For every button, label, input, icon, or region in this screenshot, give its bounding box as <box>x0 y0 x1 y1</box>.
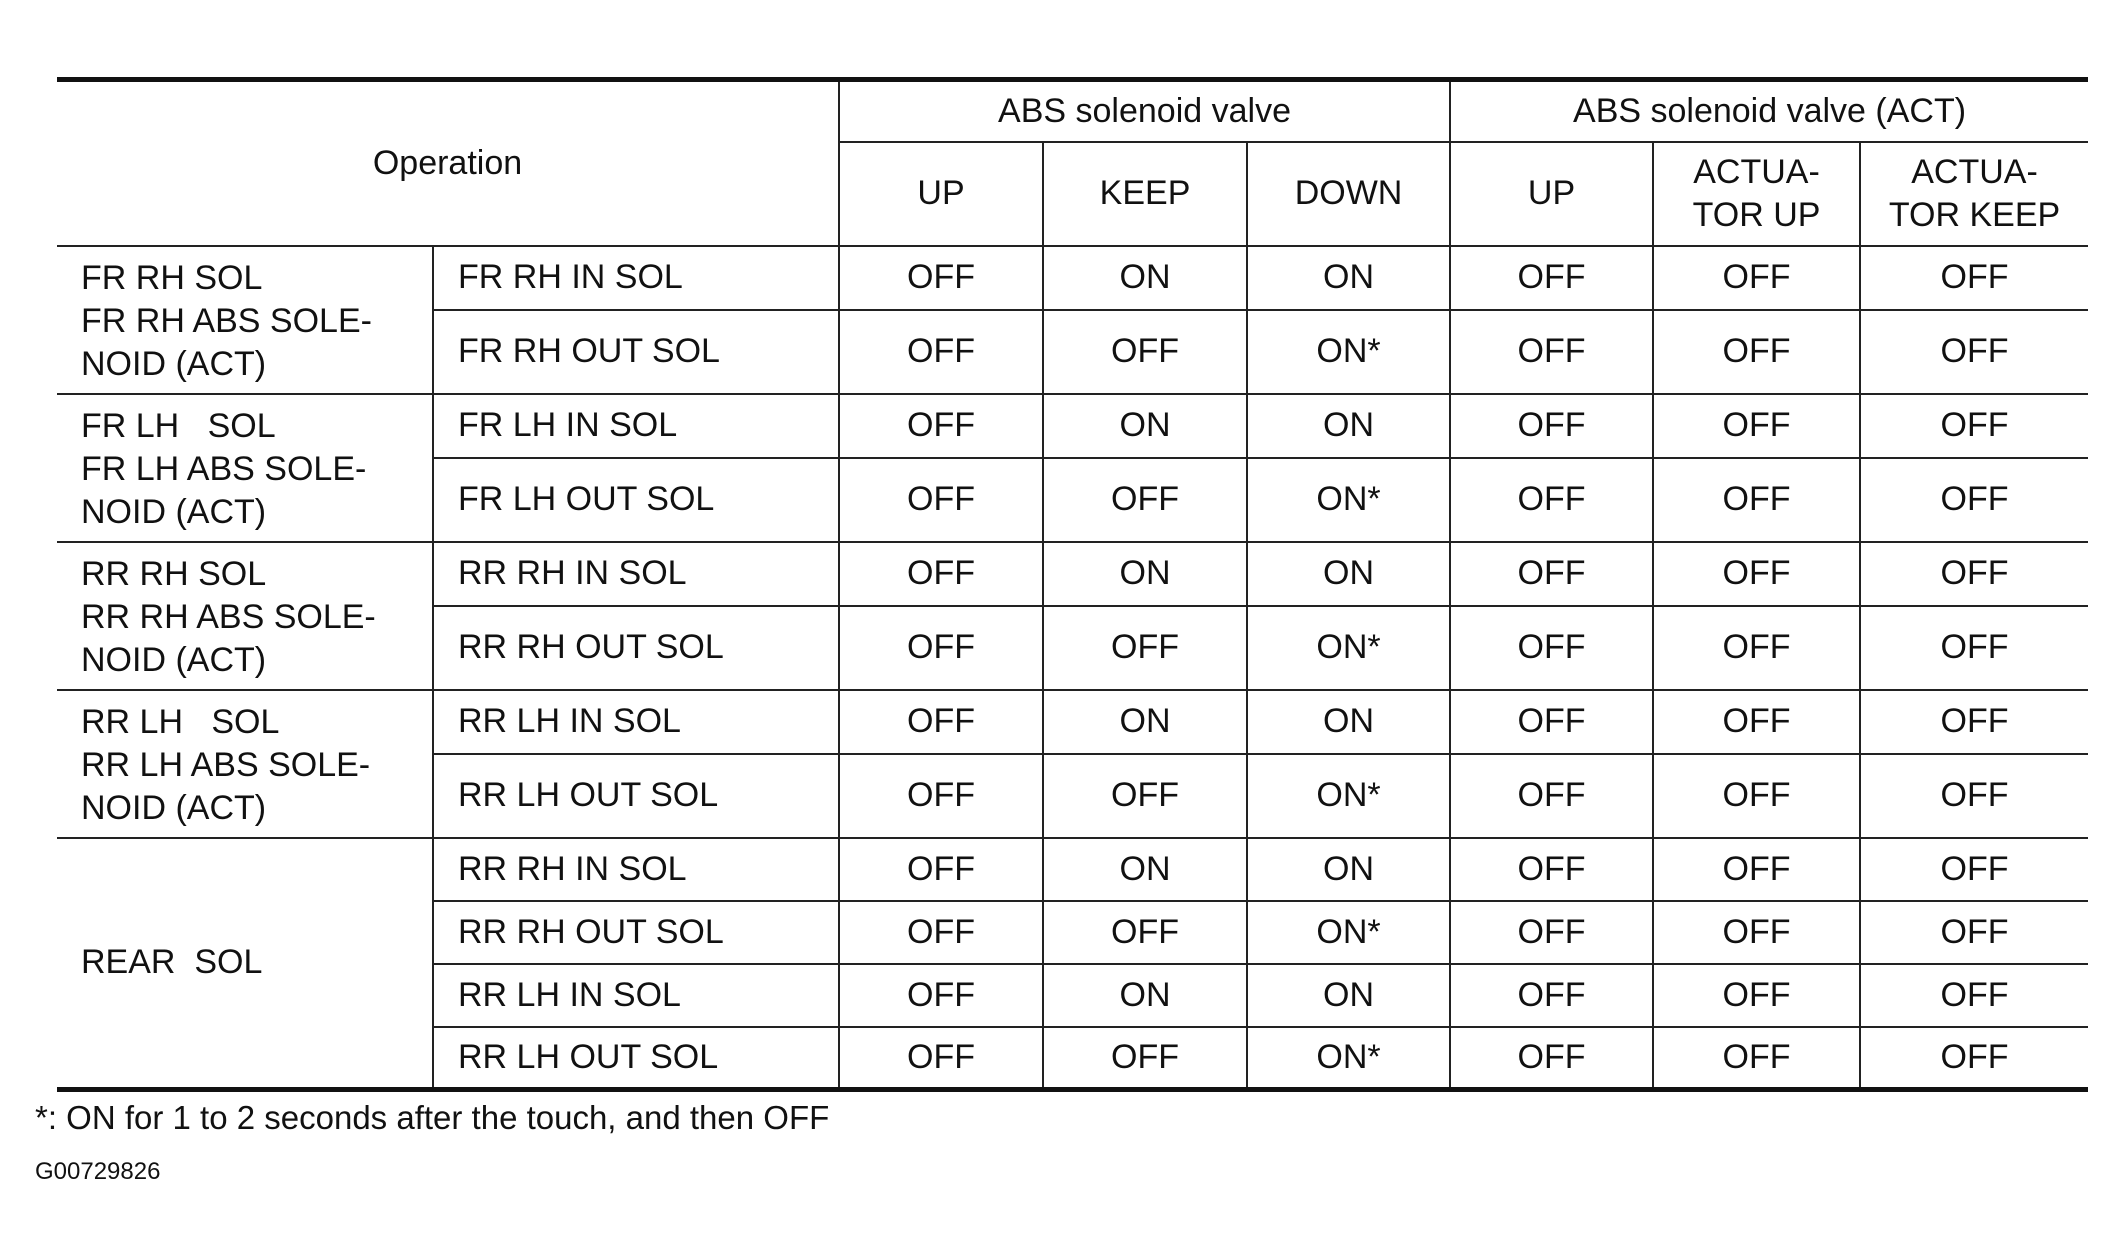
state-cell: OFF <box>1860 542 2088 606</box>
group-label-line: RR RH SOL <box>81 554 267 593</box>
group-label-line: RR LH SOL <box>81 702 280 741</box>
state-cell: OFF <box>1860 690 2088 754</box>
state-cell: ON* <box>1247 606 1450 690</box>
state-cell: OFF <box>839 606 1043 690</box>
state-cell: OFF <box>839 394 1043 458</box>
table-row <box>57 394 2088 458</box>
state-cell: OFF <box>1653 394 1860 458</box>
state-cell: OFF <box>1450 394 1653 458</box>
group-label-line: RR RH ABS SOLE- <box>81 597 376 636</box>
state-cell: OFF <box>839 1027 1043 1090</box>
column-header-line: DOWN <box>1294 174 1403 212</box>
state-cell: OFF <box>1653 246 1860 310</box>
solenoid-name-cell: RR RH IN SOL <box>433 838 839 901</box>
state-cell: OFF <box>1653 310 1860 394</box>
column-header <box>1043 142 1247 246</box>
state-cell: ON <box>1043 246 1247 310</box>
state-cell: ON <box>1043 542 1247 606</box>
state-cell: OFF <box>1450 310 1653 394</box>
solenoid-name-cell: FR LH IN SOL <box>433 394 839 458</box>
state-cell: OFF <box>839 690 1043 754</box>
column-header <box>1653 142 1860 246</box>
column-header <box>1247 142 1450 246</box>
state-cell: ON* <box>1247 901 1450 964</box>
state-cell: OFF <box>1860 246 2088 310</box>
state-cell: OFF <box>1043 1027 1247 1090</box>
state-cell: OFF <box>839 754 1043 838</box>
solenoid-operation-table <box>57 77 2088 1092</box>
state-cell: OFF <box>1450 1027 1653 1090</box>
solenoid-name-cell: RR LH OUT SOL <box>433 754 839 838</box>
solenoid-name-cell: FR RH OUT SOL <box>433 310 839 394</box>
state-cell: OFF <box>1450 606 1653 690</box>
column-header-line: TOR KEEP <box>1888 195 2061 234</box>
state-cell: OFF <box>1653 1027 1860 1090</box>
state-cell: OFF <box>1450 964 1653 1027</box>
group-label <box>57 542 433 690</box>
table-row <box>57 246 2088 310</box>
column-header <box>1860 142 2088 246</box>
state-cell: OFF <box>1860 310 2088 394</box>
state-cell: ON <box>1247 690 1450 754</box>
operation-header: Operation <box>57 80 839 246</box>
state-cell: OFF <box>1043 901 1247 964</box>
state-cell: OFF <box>1043 458 1247 542</box>
state-cell: OFF <box>1450 754 1653 838</box>
column-header-line: ACTUA- <box>1693 152 1820 191</box>
state-cell: OFF <box>1860 838 2088 901</box>
state-cell: OFF <box>1860 901 2088 964</box>
group-label-line: REAR SOL <box>81 943 263 982</box>
state-cell: ON <box>1043 690 1247 754</box>
state-cell: OFF <box>1860 606 2088 690</box>
state-cell: ON* <box>1247 310 1450 394</box>
state-cell: ON <box>1247 838 1450 901</box>
abs-solenoid-valve-act-header: ABS solenoid valve (ACT) <box>1450 80 2088 142</box>
state-cell: ON <box>1043 964 1247 1027</box>
state-cell: OFF <box>1450 458 1653 542</box>
table-row <box>57 690 2088 754</box>
group-label-line: NOID (ACT) <box>81 788 267 827</box>
solenoid-name-cell: FR LH OUT SOL <box>433 458 839 542</box>
group-label <box>57 838 433 1090</box>
state-cell: OFF <box>1860 964 2088 1027</box>
state-cell: OFF <box>1653 690 1860 754</box>
state-cell: ON <box>1247 542 1450 606</box>
state-cell: OFF <box>1043 606 1247 690</box>
state-cell: OFF <box>839 542 1043 606</box>
state-cell: OFF <box>1860 394 2088 458</box>
group-label-line: NOID (ACT) <box>81 492 267 531</box>
group-label <box>57 246 433 394</box>
state-cell: OFF <box>1043 754 1247 838</box>
solenoid-name-cell: RR RH OUT SOL <box>433 901 839 964</box>
table-row <box>57 838 2088 901</box>
state-cell: ON* <box>1247 458 1450 542</box>
column-header <box>839 142 1043 246</box>
state-cell: OFF <box>1653 542 1860 606</box>
solenoid-name-cell: RR LH OUT SOL <box>433 1027 839 1090</box>
state-cell: OFF <box>1450 542 1653 606</box>
solenoid-name-cell: RR RH OUT SOL <box>433 606 839 690</box>
group-label-line: FR LH ABS SOLE- <box>81 449 367 488</box>
state-cell: OFF <box>839 838 1043 901</box>
state-cell: OFF <box>1653 606 1860 690</box>
group-label-line: FR RH ABS SOLE- <box>81 301 372 340</box>
state-cell: OFF <box>1860 754 2088 838</box>
column-header <box>1450 142 1653 246</box>
state-cell: OFF <box>839 964 1043 1027</box>
state-cell: OFF <box>1653 901 1860 964</box>
group-label-line: NOID (ACT) <box>81 640 267 679</box>
solenoid-name-cell: FR RH IN SOL <box>433 246 839 310</box>
footnote: *: ON for 1 to 2 seconds after the touch, and then OFF <box>35 1099 830 1136</box>
state-cell: ON <box>1247 246 1450 310</box>
group-label-line: RR LH ABS SOLE- <box>81 745 371 784</box>
state-cell: OFF <box>1860 458 2088 542</box>
column-header-line: UP <box>1527 174 1576 212</box>
state-cell: OFF <box>839 458 1043 542</box>
state-cell: OFF <box>839 246 1043 310</box>
state-cell: OFF <box>839 310 1043 394</box>
state-cell: OFF <box>1450 246 1653 310</box>
group-label-line: FR LH SOL <box>81 406 276 445</box>
figure-id: G00729826 <box>35 1158 161 1185</box>
group-label <box>57 690 433 838</box>
state-cell: ON* <box>1247 754 1450 838</box>
column-header-line: TOR UP <box>1692 195 1821 234</box>
column-header-line: UP <box>917 174 965 212</box>
column-header-line: ACTUA- <box>1911 152 2038 191</box>
state-cell: ON <box>1247 964 1450 1027</box>
state-cell: OFF <box>1653 754 1860 838</box>
state-cell: OFF <box>839 901 1043 964</box>
state-cell: OFF <box>1653 964 1860 1027</box>
solenoid-name-cell: RR LH IN SOL <box>433 690 839 754</box>
solenoid-name-cell: RR RH IN SOL <box>433 542 839 606</box>
state-cell: OFF <box>1860 1027 2088 1090</box>
solenoid-name-cell: RR LH IN SOL <box>433 964 839 1027</box>
state-cell: OFF <box>1450 901 1653 964</box>
column-header-line: KEEP <box>1099 174 1191 212</box>
state-cell: OFF <box>1450 838 1653 901</box>
abs-solenoid-valve-header: ABS solenoid valve <box>839 80 1450 142</box>
state-cell: ON <box>1247 394 1450 458</box>
state-cell: OFF <box>1653 458 1860 542</box>
state-cell: OFF <box>1653 838 1860 901</box>
state-cell: ON* <box>1247 1027 1450 1090</box>
group-label-line: FR RH SOL <box>81 258 263 297</box>
group-label <box>57 394 433 542</box>
table-row <box>57 542 2088 606</box>
state-cell: ON <box>1043 838 1247 901</box>
state-cell: OFF <box>1043 310 1247 394</box>
state-cell: ON <box>1043 394 1247 458</box>
group-label-line: NOID (ACT) <box>81 344 267 383</box>
state-cell: OFF <box>1450 690 1653 754</box>
